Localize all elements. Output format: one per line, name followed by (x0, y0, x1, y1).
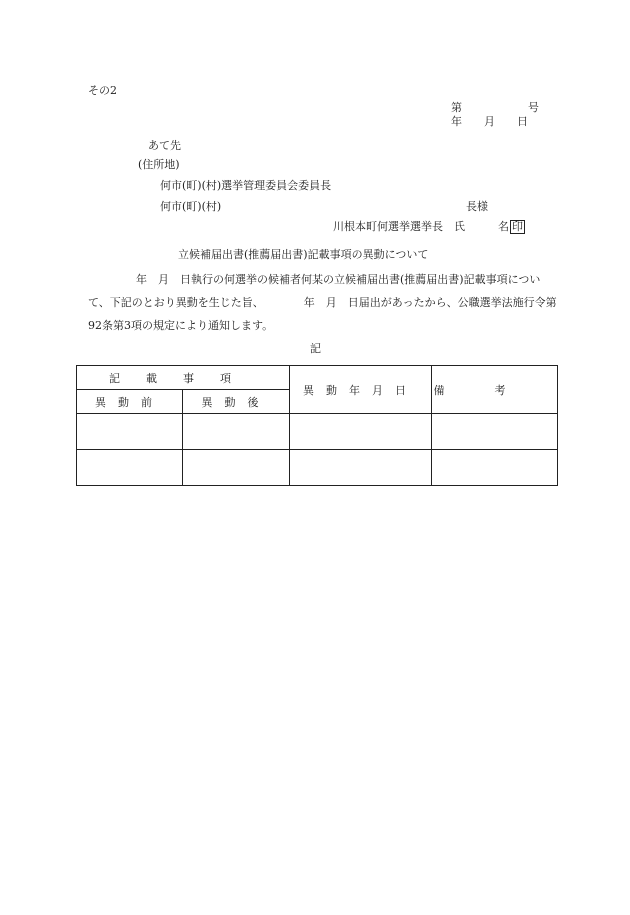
body-text-2: 年 月 日届出があったから、公職選挙法施行令第92条第3項の規定により通知します。 (88, 296, 557, 332)
header-before-change: 異動前 (77, 390, 183, 414)
document-number-line: 第 号 (451, 101, 539, 114)
document-date-line: 年 月 日 (451, 115, 528, 128)
addressee-line-1: 何市(町)(村)選挙管理委員会委員長 (160, 179, 332, 192)
sender-title: 川根本町何選挙選挙長 氏 名 (333, 220, 509, 233)
table-cell (290, 414, 432, 450)
table-cell (183, 450, 290, 486)
header-change-date: 異動年月日 (290, 366, 432, 414)
addressee-suffix: 長様 (466, 200, 488, 213)
body-text-1: 年 月 日執行の何選挙の候補者何某の立候補届出書(推薦届出書)記載事項について、下記のとおり異動を生じた旨、 (88, 273, 541, 309)
table-cell (432, 450, 558, 486)
ki-heading: 記 (310, 342, 321, 355)
table-row (77, 450, 558, 486)
sender-line (333, 220, 525, 234)
table-cell (77, 450, 183, 486)
form-label: その2 (88, 84, 117, 97)
header-after-change: 異動後 (183, 390, 290, 414)
change-table (76, 365, 558, 486)
seal-mark: 印 (512, 220, 523, 233)
addressee-line-2: 何市(町)(村) (160, 200, 222, 213)
addressee-label: あて先 (148, 139, 181, 152)
table-cell (290, 450, 432, 486)
header-remarks: 備考 (432, 366, 558, 414)
address-label: (住所地) (138, 158, 180, 171)
document-title: 立候補届出書(推薦届出書)記載事項の異動について (178, 248, 429, 261)
table-cell (77, 414, 183, 450)
table-cell (432, 414, 558, 450)
header-record-items: 記載事項 (77, 366, 290, 390)
table-row (77, 414, 558, 450)
body-paragraph (88, 268, 558, 337)
table-cell (183, 414, 290, 450)
